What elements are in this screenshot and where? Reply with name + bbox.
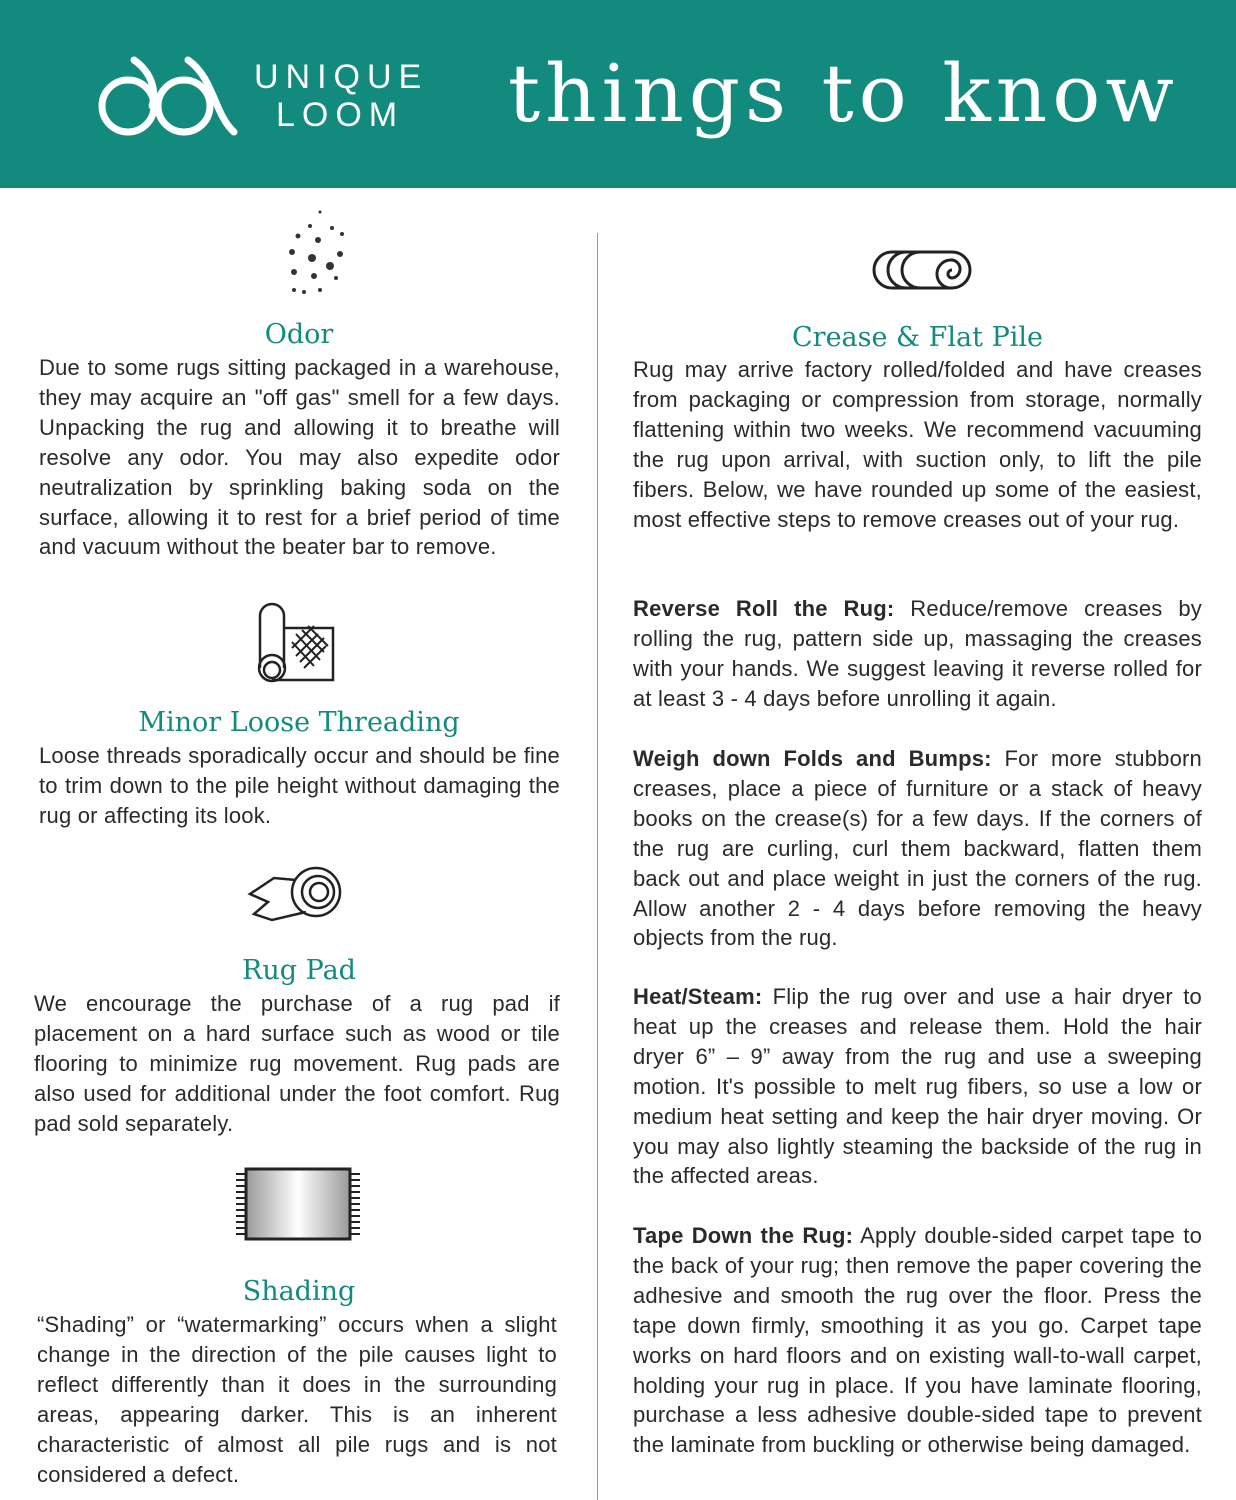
step-label: Weigh down Folds and Bumps: bbox=[633, 746, 992, 771]
brand-name bbox=[254, 58, 428, 134]
step-heat-steam bbox=[633, 982, 1202, 1191]
fringed-rug-icon bbox=[234, 1166, 362, 1242]
step-text: Reduce/remove creases by rolling the rug, pattern side up, massaging the creases with your hands. We suggest leaving it reverse rolled for at least 3 - 4 days before unrolling it again. bbox=[633, 596, 1202, 711]
step-label: Heat/Steam: bbox=[633, 984, 763, 1009]
header-banner bbox=[0, 0, 1236, 188]
step-text: For more stubborn creases, place a piece of furniture or a stack of heavy books on the crease(s) for a few days. If the corners of the rug are curling, curl them backward, flatten them back out and place weight in just the corners of the rug. Allow another 2 - 4 days before removing the heavy objects from the rug. bbox=[633, 746, 1202, 951]
rug-pad-text: We encourage the purchase of a rug pad if placement on a hard surface such as wood or tile flooring to minimize rug movement. Rug pads are also used for additional under the foot comfort. Rug pad sold separately. bbox=[34, 991, 560, 1136]
odor-heading: Odor bbox=[264, 319, 334, 350]
column-divider bbox=[597, 233, 598, 1500]
step-label: Reverse Roll the Rug: bbox=[633, 596, 895, 621]
dots-icon bbox=[282, 208, 352, 298]
crease-intro: Rug may arrive factory rolled/folded and have creases from packaging or compression from storage, normally flattening within two weeks. We recommend vacuuming the rug upon arrival, with suction only, to lift the pile fibers. Below, we have rounded up some of the easiest, most effective steps to remove creases out of your rug. bbox=[633, 357, 1202, 532]
threading-text: Loose threads sporadically occur and should be fine to trim down to the pile height without damaging the rug or affecting its look. bbox=[39, 743, 560, 828]
step-weigh-down bbox=[633, 744, 1202, 953]
shading-heading: Shading bbox=[242, 1276, 356, 1307]
unique-loom-logo-icon bbox=[94, 54, 242, 138]
step-tape-down bbox=[633, 1221, 1202, 1460]
page-title: things to know bbox=[508, 47, 1179, 140]
step-text: Flip the rug over and use a hair dryer to heat up the creases and release them. Hold the hair dryer 6” – 9” away from the rug and use a sweeping motion. It's possible to melt rug fibers, so use a low or medium heat setting and keep the hair dryer moving. Or you may also lightly steaming the backside of the rug in the affected areas. bbox=[633, 984, 1202, 1189]
crease-heading: Crease & Flat Pile bbox=[792, 322, 1043, 353]
step-reverse-roll bbox=[633, 594, 1202, 714]
rolled-rug-icon bbox=[870, 248, 974, 292]
shading-text: “Shading” or “watermarking” occurs when a slight change in the direction of the pile causes light to reflect differently than it does in the surrounding areas, appearing darker. This is an inherent characteristic of almost all pile rugs and is not considered a defect. bbox=[37, 1312, 557, 1487]
rug-pad-roll-icon bbox=[246, 866, 346, 924]
odor-text: Due to some rugs sitting packaged in a warehouse, they may acquire an "off gas" smell for a few days. Unpacking the rug and allowing it to breathe will resolve any odor. You may also expedite odor neutralization by sprinkling baking soda on the surface, allowing it to rest for a brief period of time and vacuum without the beater bar to remove. bbox=[39, 355, 560, 560]
rug-pad-heading: Rug Pad bbox=[242, 955, 356, 986]
rolled-rug-weave-icon bbox=[256, 602, 336, 684]
step-text: Apply double-sided carpet tape to the back of your rug; then remove the paper covering the adhesive and smooth the rug over the floor. Press the tape down firmly, smoothing it as you go. Carpet tape works on hard floors and on existing wall-to-wall carpet, holding your rug in place. If you have laminate flooring, purchase a less adhesive double-sided tape to prevent the laminate from buckling or otherwise being damaged. bbox=[633, 1223, 1203, 1458]
step-label: Tape Down the Rug: bbox=[633, 1223, 854, 1248]
brand-line-2: LOOM bbox=[276, 96, 405, 134]
brand-line-1: UNIQUE bbox=[254, 58, 429, 96]
threading-heading: Minor Loose Threading bbox=[138, 707, 460, 738]
